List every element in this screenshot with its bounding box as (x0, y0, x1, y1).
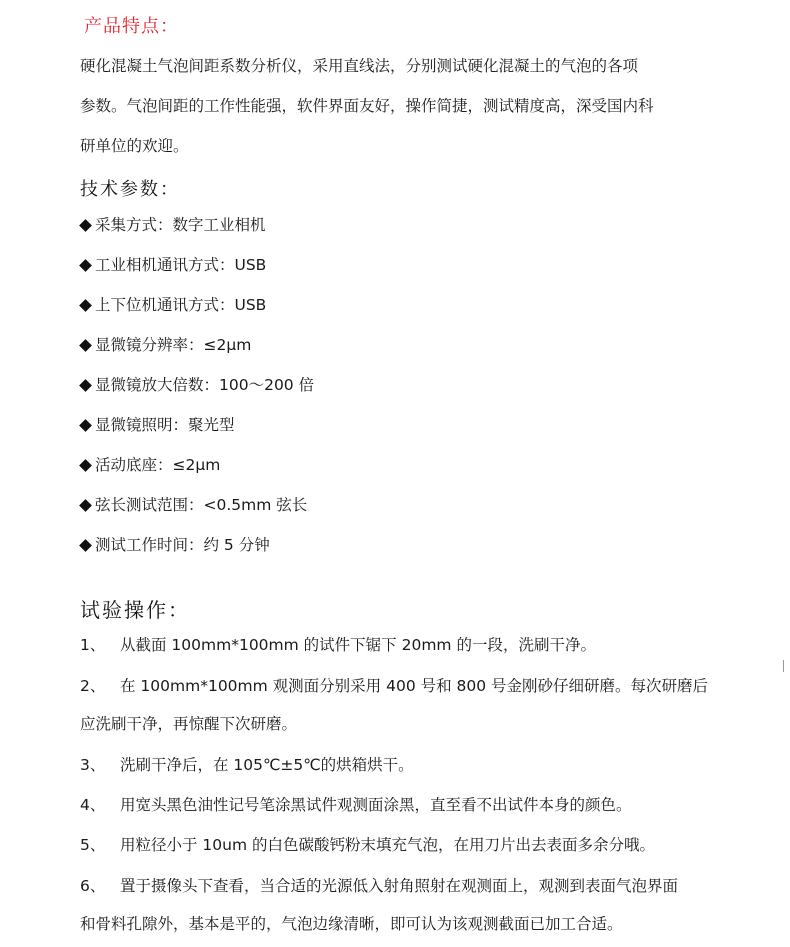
features-line-3: 研单位的欢迎。 (80, 137, 189, 155)
procedure-step: 2、 在 100mm*100mm 观测面分别采用 400 号和 800 号金刚砂仔细研磨。每次研磨后 (80, 677, 709, 695)
diamond-bullet-icon (79, 499, 92, 512)
procedure-step: 5、 用粒径小于 10um 的白色碳酸钙粉末填充气泡，在用刀片出去表面多余分哦。 (80, 836, 656, 854)
diamond-bullet-icon (79, 259, 92, 272)
spec-item: 测试工作时间：约 5 分钟 (78, 535, 270, 555)
spec-item: 上下位机通讯方式：USB (78, 295, 266, 315)
procedure-step: 6、 置于摄像头下查看，当合适的光源低入射角照射在观测面上，观测到表面气泡界面 (80, 877, 679, 895)
features-heading: 产品特点： (84, 16, 179, 37)
spec-item: 工业相机通讯方式：USB (78, 255, 266, 275)
procedure-step-continuation: 和骨料孔隙外，基本是平的，气泡边缘清晰，即可认为该观测截面已加工合适。 (80, 915, 623, 933)
procedure-step-continuation: 应洗刷干净，再惊醒下次研磨。 (80, 715, 298, 733)
diamond-bullet-icon (79, 219, 92, 232)
procedure-step: 3、 洗刷干净后，在 105℃±5℃的烘箱烘干。 (80, 756, 414, 774)
diamond-bullet-icon (79, 459, 92, 472)
diamond-bullet-icon (79, 419, 92, 432)
diamond-bullet-icon (79, 539, 92, 552)
spec-item: 显微镜照明：聚光型 (78, 415, 235, 435)
features-line-1: 硬化混凝土气泡间距系数分析仪，采用直线法，分别测试硬化混凝土的气泡的各项 (80, 57, 639, 75)
diamond-bullet-icon (79, 299, 92, 312)
spec-item: 采集方式：数字工业相机 (78, 215, 266, 235)
procedure-step: 1、 从截面 100mm*100mm 的试件下锯下 20mm 的一段，洗刷干净。 (80, 636, 596, 654)
spec-item: 显微镜分辨率：≤2μm (78, 335, 251, 355)
procedure-heading: 试验操作： (80, 598, 190, 622)
diamond-bullet-icon (79, 339, 92, 352)
features-line-2: 参数。气泡间距的工作性能强，软件界面友好，操作简捷，测试精度高，深受国内科 (80, 97, 654, 115)
procedure-step: 4、 用宽头黑色油性记号笔涂黑试件观测面涂黑，直至看不出试件本身的颜色。 (80, 796, 632, 814)
spec-item: 显微镜放大倍数：100～200 倍 (78, 375, 314, 395)
diamond-bullet-icon (79, 379, 92, 392)
spec-item: 弦长测试范围：<0.5mm 弦长 (78, 495, 307, 515)
spec-item: 活动底座：≤2μm (78, 455, 220, 475)
margin-mark (783, 660, 788, 672)
specs-heading: 技术参数： (80, 179, 180, 200)
